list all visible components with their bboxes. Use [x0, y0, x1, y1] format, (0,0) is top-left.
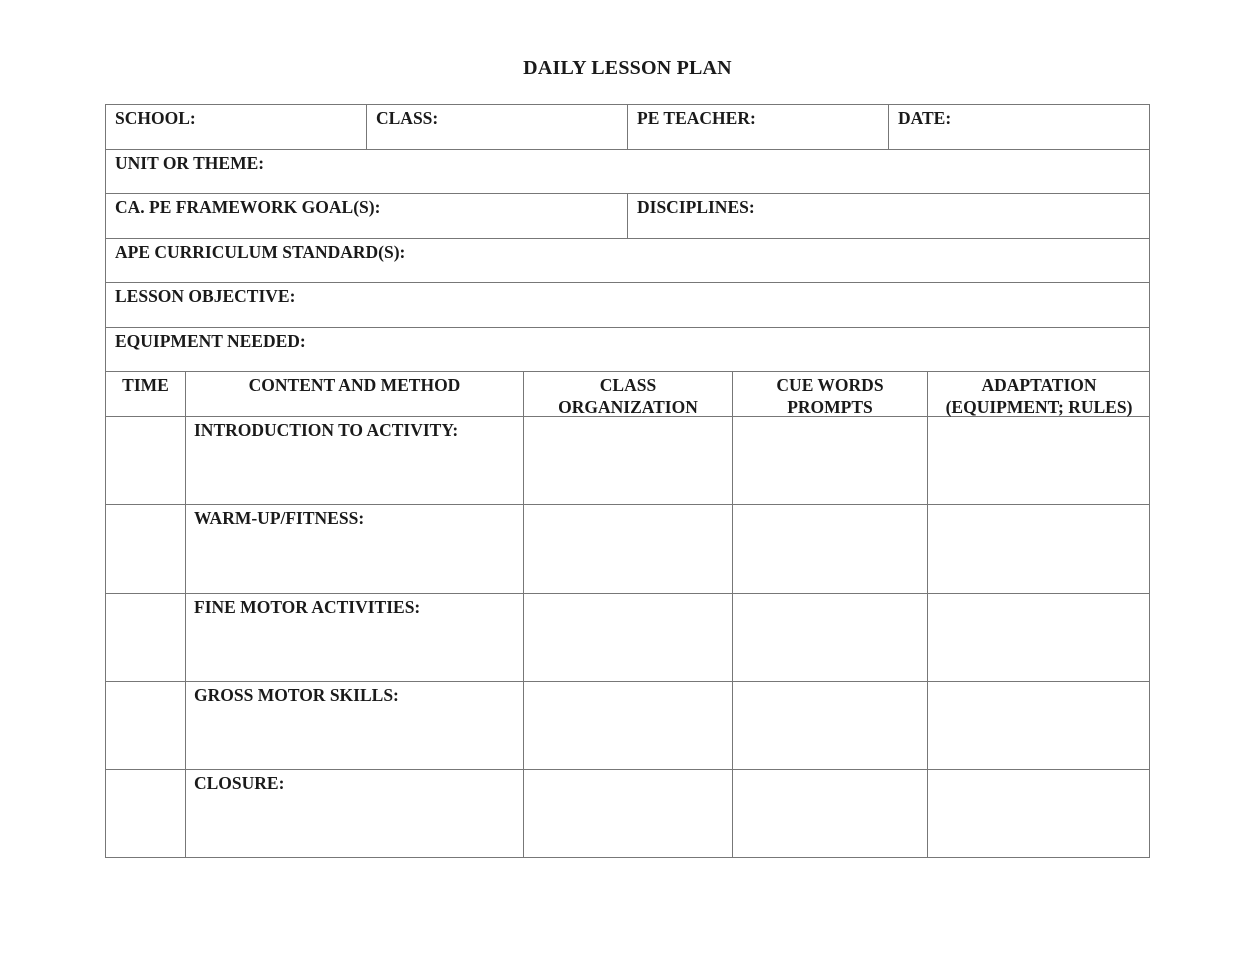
activity-label: CLOSURE: — [194, 773, 285, 793]
adaptation-cell[interactable] — [928, 417, 1150, 504]
adaptation-column-header: ADAPTATION (EQUIPMENT; RULES) — [945, 375, 1133, 417]
pe-teacher-field[interactable] — [628, 105, 889, 149]
class-field[interactable] — [367, 105, 628, 149]
cue-words-cell[interactable] — [733, 594, 928, 681]
time-cell[interactable] — [106, 594, 186, 681]
time-cell[interactable] — [106, 770, 186, 858]
goals-disciplines-row — [106, 194, 1149, 239]
school-field[interactable] — [106, 105, 367, 149]
content-cell[interactable] — [186, 770, 524, 858]
cue-words-cell[interactable] — [733, 505, 928, 593]
header-info-row — [106, 105, 1149, 150]
activity-row — [106, 594, 1149, 682]
class-organization-cell[interactable] — [524, 770, 733, 858]
adaptation-cell[interactable] — [928, 505, 1150, 593]
ape-standards-field[interactable] — [106, 239, 1149, 282]
adaptation-cell[interactable] — [928, 594, 1150, 681]
activity-label: WARM-UP/FITNESS: — [194, 508, 365, 528]
cue-words-cell[interactable] — [733, 417, 928, 504]
activity-row — [106, 417, 1149, 505]
content-column-header: CONTENT AND METHOD — [186, 372, 524, 416]
time-cell[interactable] — [106, 505, 186, 593]
time-column-header: TIME — [106, 372, 186, 416]
cue-words-cell[interactable] — [733, 770, 928, 858]
ape-standards-label: APE CURRICULUM STANDARD(S): — [115, 242, 406, 262]
content-cell[interactable] — [186, 505, 524, 593]
adaptation-cell[interactable] — [928, 770, 1150, 858]
content-cell[interactable] — [186, 682, 524, 769]
framework-goals-label: CA. PE FRAMEWORK GOAL(S): — [115, 197, 381, 217]
lesson-objective-label: LESSON OBJECTIVE: — [115, 286, 296, 306]
disciplines-field[interactable] — [628, 194, 1150, 238]
class-organization-cell[interactable] — [524, 505, 733, 593]
unit-theme-field[interactable] — [106, 150, 1149, 193]
unit-theme-label: UNIT OR THEME: — [115, 153, 265, 173]
content-cell[interactable] — [186, 417, 524, 504]
equipment-needed-row — [106, 328, 1149, 372]
lesson-objective-row — [106, 283, 1149, 328]
activity-label: INTRODUCTION TO ACTIVITY: — [194, 420, 459, 440]
activity-row — [106, 682, 1149, 770]
date-label: DATE: — [898, 108, 952, 128]
disciplines-label: DISCIPLINES: — [637, 197, 755, 217]
equipment-needed-field[interactable] — [106, 328, 1149, 371]
activity-row — [106, 505, 1149, 594]
equipment-needed-label: EQUIPMENT NEEDED: — [115, 331, 306, 351]
class-organization-column-header: CLASS ORGANIZATION — [524, 372, 733, 416]
activity-label: FINE MOTOR ACTIVITIES: — [194, 597, 421, 617]
school-label: SCHOOL: — [115, 108, 196, 128]
class-organization-cell[interactable] — [524, 682, 733, 769]
class-organization-cell[interactable] — [524, 594, 733, 681]
time-cell[interactable] — [106, 682, 186, 769]
adaptation-cell[interactable] — [928, 682, 1150, 769]
cue-words-column-header: CUE WORDS PROMPTS — [733, 372, 928, 416]
lesson-objective-field[interactable] — [106, 283, 1149, 327]
lesson-plan-table — [105, 104, 1150, 858]
framework-goals-field[interactable] — [106, 194, 628, 238]
content-cell[interactable] — [186, 594, 524, 681]
activity-label: GROSS MOTOR SKILLS: — [194, 685, 399, 705]
class-label: CLASS: — [376, 108, 439, 128]
class-organization-cell[interactable] — [524, 417, 733, 504]
time-cell[interactable] — [106, 417, 186, 504]
ape-standards-row — [106, 239, 1149, 283]
unit-theme-row — [106, 150, 1149, 194]
page-title: DAILY LESSON PLAN — [523, 57, 732, 79]
activity-row — [106, 770, 1149, 858]
cue-words-cell[interactable] — [733, 682, 928, 769]
column-header-row — [106, 372, 1149, 417]
pe-teacher-label: PE TEACHER: — [637, 108, 756, 128]
date-field[interactable] — [889, 105, 1150, 149]
